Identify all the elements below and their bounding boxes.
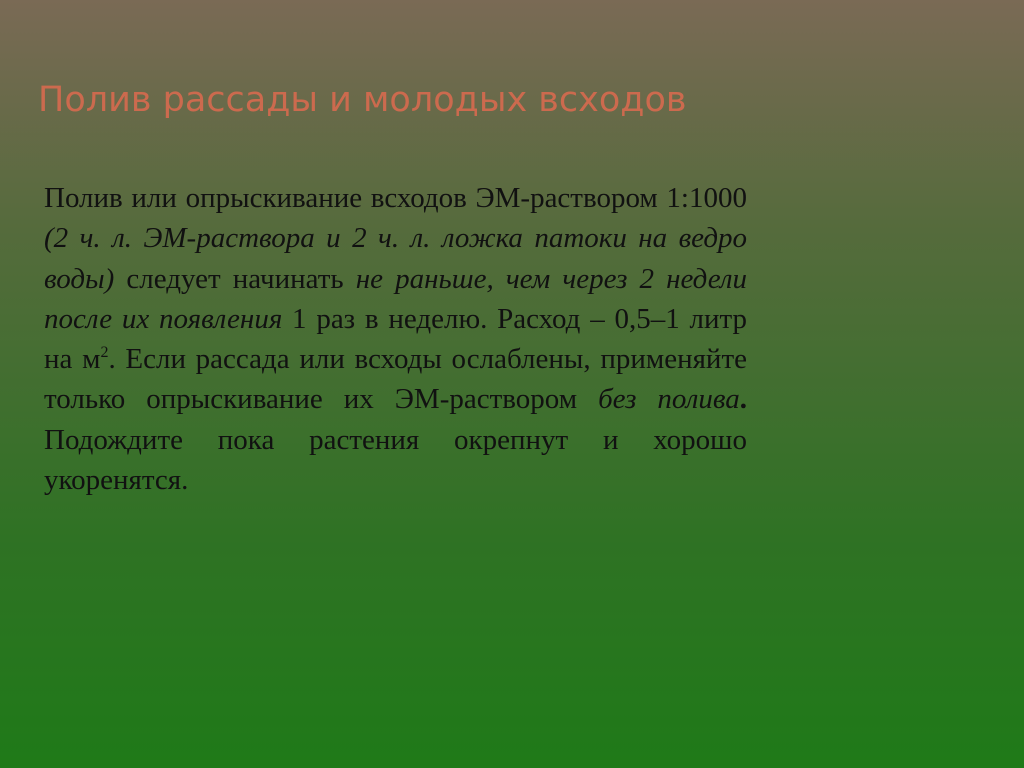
body-text-segment: следует начинать bbox=[114, 262, 356, 295]
slide-title: Полив рассады и молодых всходов bbox=[38, 80, 687, 120]
body-text-segment: 1 раз в неделю. Расход – 0,5–1 литр на м bbox=[44, 302, 747, 376]
body-bold-period: . bbox=[739, 383, 747, 416]
body-text-segment: . Если рассада или всходы ослаблены, применяйте только опрыскивание их ЭМ-раствором bbox=[44, 343, 747, 416]
body-text-segment: Полив или опрыскивание всходов ЭМ-раствором 1:1000 bbox=[44, 182, 747, 214]
body-italic-recipe: (2 ч. л. ЭМ-раствора и 2 ч. л. ложка патоки на ведро воды) bbox=[44, 222, 747, 295]
slide-body-text bbox=[44, 178, 747, 500]
body-italic-no-watering: без полива bbox=[598, 383, 740, 416]
body-text-segment: Подождите пока растения окрепнут и хорошо укоренятся. bbox=[44, 423, 747, 497]
superscript-squared: 2 bbox=[100, 344, 109, 362]
body-italic-timing: не раньше, чем через 2 недели после их появления bbox=[44, 262, 747, 335]
